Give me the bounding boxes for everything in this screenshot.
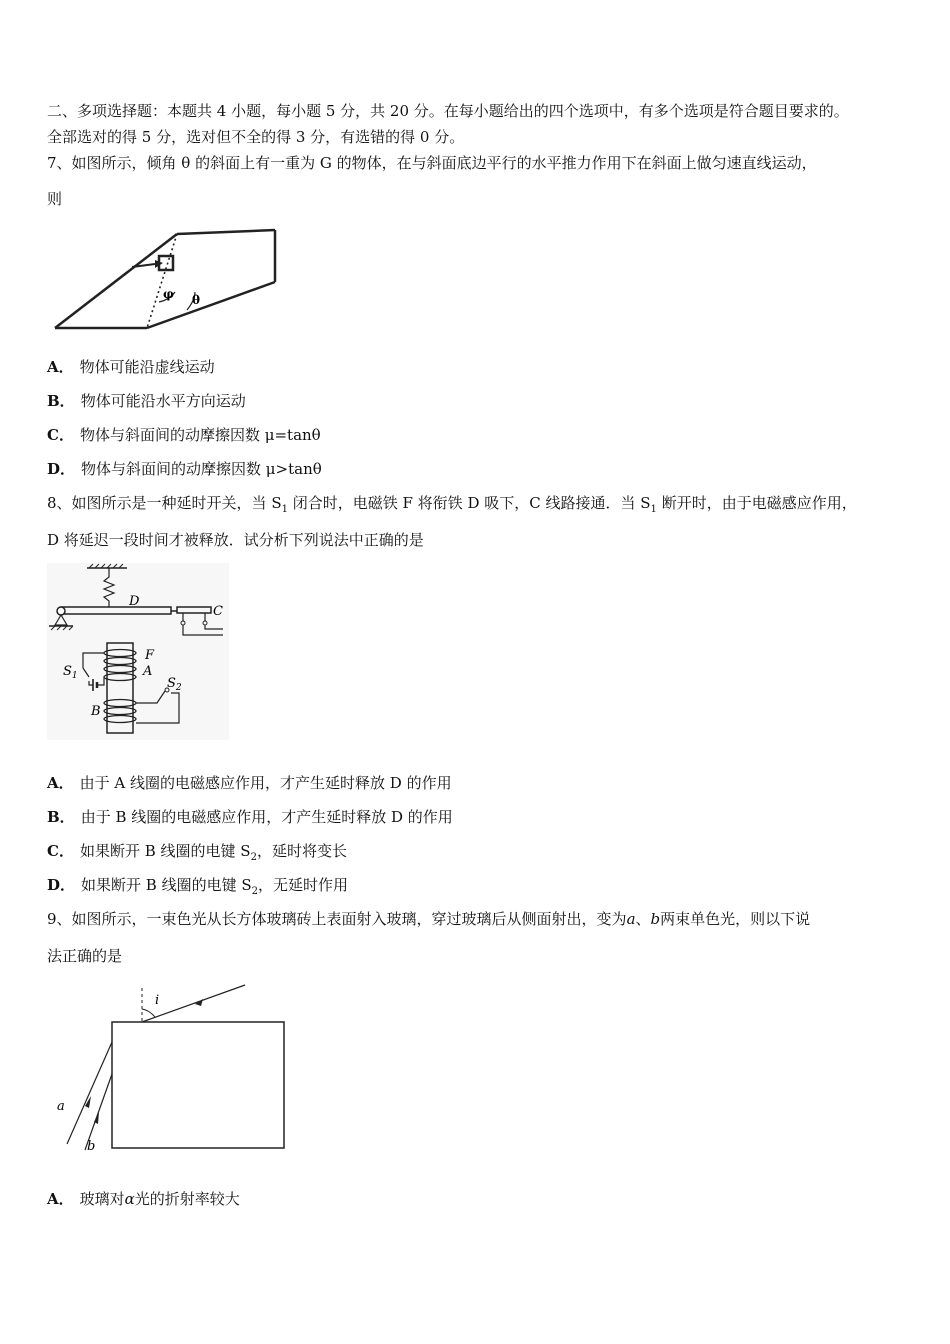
- q8-option-c-letter: C．: [47, 842, 74, 860]
- q9-stem-sep: 、: [635, 910, 651, 928]
- q7-option-d-letter: D．: [47, 460, 76, 478]
- q7-option-c-text: 物体与斜面间的动摩擦因数 μ=tanθ: [79, 426, 321, 444]
- q8-label-d: D: [129, 594, 140, 609]
- q7-stem-line-1: 7、如图所示，倾角 θ 的斜面上有一重为 G 的物体，在与斜面底边平行的水平推力作用下在斜面上做匀速直线运动，: [47, 154, 817, 172]
- q9-stem-line-1: [47, 909, 810, 929]
- q9-stem-part-b: 两束单色光，则以下说: [660, 910, 811, 928]
- q8-option-c-text-a: 如果断开 B 线圈的电键 S: [79, 842, 251, 860]
- q7-option-b[interactable]: [47, 391, 246, 411]
- q8-label-a: A: [143, 664, 153, 679]
- q9-stem-var-b: b: [650, 910, 661, 928]
- q8-option-d-sub: 2: [251, 886, 258, 897]
- q8-label-s1: $S_1$: [63, 664, 78, 681]
- q9-option-a[interactable]: [47, 1189, 240, 1209]
- q8-option-a[interactable]: [47, 773, 452, 793]
- q8-stem-sub-1: 1: [281, 504, 288, 515]
- q8-option-a-letter: A．: [47, 774, 74, 792]
- q8-option-d-text-a: 如果断开 B 线圈的电键 S: [81, 876, 252, 894]
- q8-option-d[interactable]: [47, 875, 348, 902]
- q7-label-phi: φ: [163, 287, 174, 301]
- q7-option-d-text: 物体与斜面间的动摩擦因数 μ>tanθ: [81, 460, 322, 478]
- q7-label-theta: θ: [192, 293, 201, 307]
- q8-stem-line-1: [47, 493, 857, 520]
- q9-label-i: i: [155, 993, 160, 1008]
- q9-option-a-text-a: 玻璃对: [79, 1190, 125, 1208]
- section-instructions-line-2: 全部选对的得 5 分，选对但不全的得 3 分，有选错的得 0 分。: [47, 128, 465, 146]
- q9-option-a-text-b: 光的折射率较大: [134, 1190, 240, 1208]
- q8-delay-switch-figure: [47, 563, 229, 740]
- q9-label-b: b: [87, 1139, 96, 1154]
- q9-stem-line-2: 法正确的是: [47, 947, 123, 965]
- q7-option-d[interactable]: [47, 459, 322, 479]
- q8-option-b-text: 由于 B 线圈的电磁感应作用，才产生延时释放 D 的作用: [80, 808, 453, 826]
- q7-option-b-letter: B．: [47, 392, 75, 410]
- q9-stem-part-a: 9、如图所示，一束色光从长方体玻璃砖上表面射入玻璃，穿过玻璃后从侧面射出，变为: [47, 910, 627, 928]
- q9-option-a-letter: A．: [47, 1190, 74, 1208]
- q8-stem-sub-2: 1: [650, 504, 657, 515]
- q8-label-f: F: [145, 648, 155, 663]
- q8-label-c: C: [213, 604, 223, 619]
- q8-label-b: B: [91, 704, 101, 719]
- q8-stem-line-2: D 将延迟一段时间才被释放．试分析下列说法中正确的是: [47, 531, 424, 549]
- q7-option-a-letter: A．: [47, 358, 74, 376]
- q8-option-a-text: 由于 A 线圈的电磁感应作用，才产生延时释放 D 的作用: [79, 774, 452, 792]
- q7-option-c-letter: C．: [47, 426, 74, 444]
- q8-stem-part-a: 8、如图所示是一种延时开关，当 S: [47, 494, 282, 512]
- section-instructions-line-1: 二、多项选择题：本题共 4 小题，每小题 5 分，共 20 分。在每小题给出的四个选项中，有多个选项是符合题目要求的。: [47, 102, 849, 120]
- q7-option-a[interactable]: [47, 357, 215, 377]
- q9-stem-var-a: a: [626, 910, 636, 928]
- q8-option-c-sub: 2: [250, 852, 257, 863]
- q7-incline-figure: [47, 222, 287, 337]
- q9-option-a-var: α: [124, 1190, 135, 1208]
- q8-option-c-text-b: ，延时将变长: [256, 842, 347, 860]
- q8-option-b-letter: B．: [47, 808, 75, 826]
- q8-option-c[interactable]: [47, 841, 347, 868]
- q8-option-d-text-b: ，无延时作用: [258, 876, 349, 894]
- q8-option-b[interactable]: [47, 807, 453, 827]
- q9-label-a: a: [57, 1099, 65, 1114]
- q7-option-b-text: 物体可能沿水平方向运动: [80, 392, 246, 410]
- q7-option-c[interactable]: [47, 425, 321, 445]
- q7-option-a-text: 物体可能沿虚线运动: [79, 358, 215, 376]
- q8-label-s2: $S_2$: [167, 676, 182, 693]
- q9-glass-brick-figure: [47, 982, 292, 1157]
- q7-stem-line-2: 则: [47, 190, 63, 208]
- q8-stem-part-b: 闭合时，电磁铁 F 将衔铁 D 吸下，C 线路接通．当 S: [287, 494, 651, 512]
- q8-stem-part-c: 断开时，由于电磁感应作用，: [656, 494, 857, 512]
- q8-option-d-letter: D．: [47, 876, 76, 894]
